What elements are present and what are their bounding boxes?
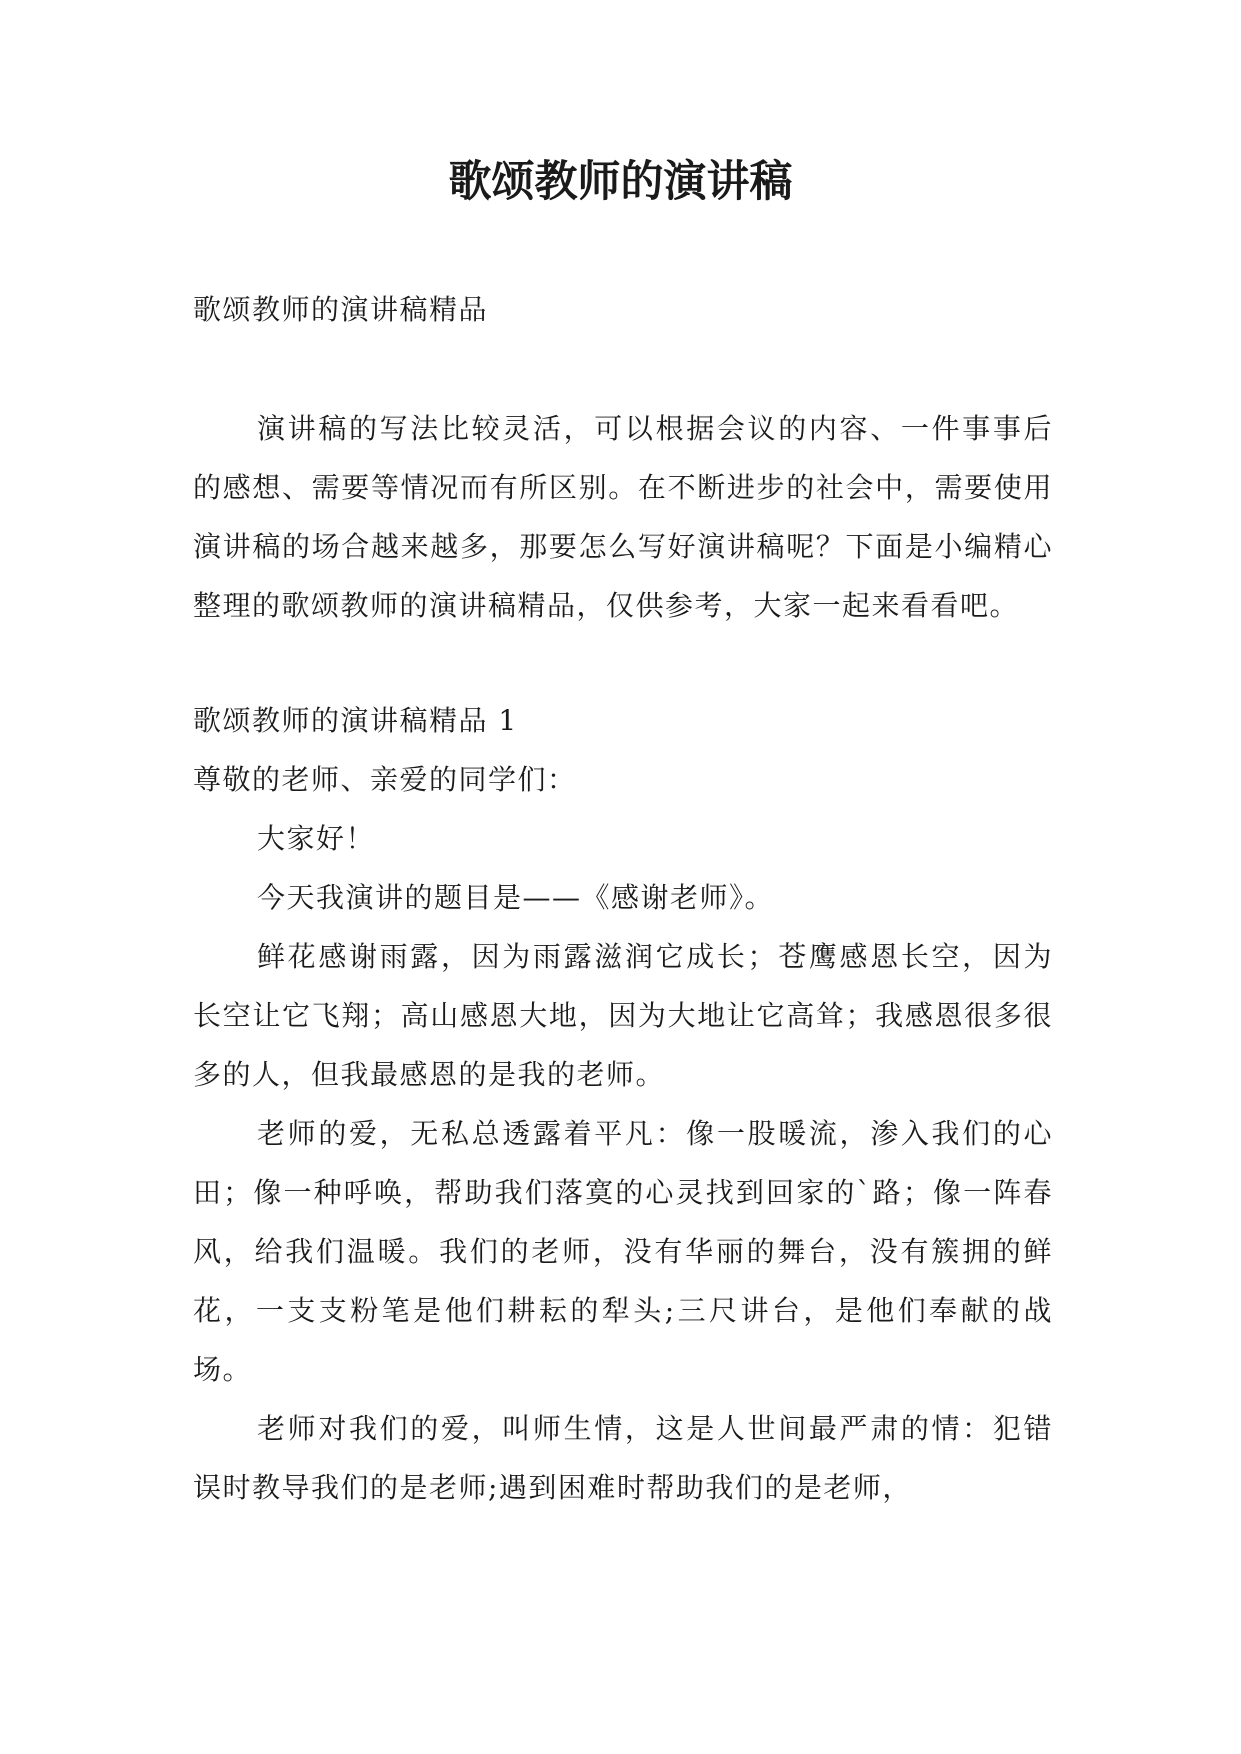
body-paragraph-greeting: 大家好！ [257, 822, 376, 855]
section-heading: 歌颂教师的演讲稿精品 1 [193, 704, 518, 737]
intro-paragraph: 演讲稿的写法比较灵活，可以根据会议的内容、一件事事后的感想、需要等情况而有所区别。在不断进步的社会中，需要使用演讲稿的场合越来越多，那要怎么写好演讲稿呢？下面是小编精心整理的歌颂教师的演讲稿精品，仅供参考，大家一起来看看吧。 [193, 412, 1053, 622]
document-subtitle: 歌颂教师的演讲稿精品 [193, 293, 489, 326]
body-paragraph-teacher-love: 老师的爱，无私总透露着平凡：像一股暖流，渗入我们的心田；像一种呼唤，帮助我们落寞的心灵找到回家的`路；像一阵春风，给我们温暖。我们的老师，没有华丽的舞台，没有簇拥的鲜花，一支支粉笔是他们耕耘的犁头;三尺讲台，是他们奉献的战场。 [193, 1117, 1053, 1386]
body-paragraph-teacher-student: 老师对我们的爱，叫师生情，这是人世间最严肃的情：犯错误时教导我们的是老师;遇到困难时帮助我们的是老师， [193, 1412, 1053, 1504]
body-paragraph-gratitude: 鲜花感谢雨露，因为雨露滋润它成长；苍鹰感恩长空，因为长空让它飞翔；高山感恩大地，因为大地让它高耸；我感恩很多很多的人，但我最感恩的是我的老师。 [193, 940, 1053, 1091]
document-title: 歌颂教师的演讲稿 [448, 157, 793, 207]
salutation: 尊敬的老师、亲爱的同学们： [193, 763, 577, 796]
document-body [193, 280, 1053, 1517]
body-paragraph-topic: 今天我演讲的题目是——《感谢老师》。 [257, 881, 775, 914]
